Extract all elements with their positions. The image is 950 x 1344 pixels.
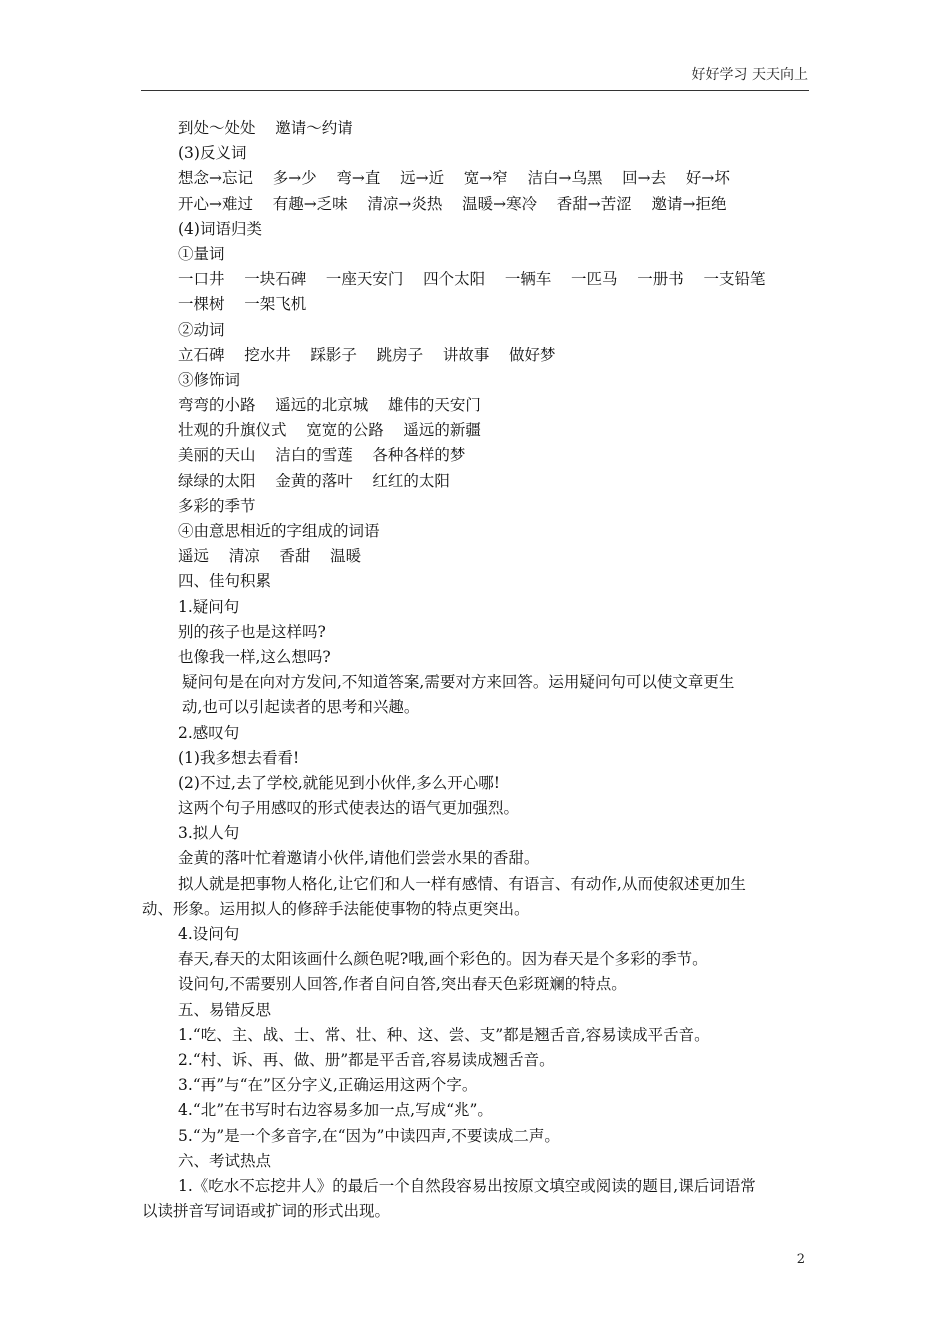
- text-line: 也像我一样,这么想吗?: [178, 647, 331, 666]
- section-heading: 四、佳句积累: [178, 572, 272, 591]
- text-line: 以读拼音写词语或扩词的形式出现。: [142, 1202, 391, 1221]
- subsection-heading: 1.疑问句: [178, 597, 240, 616]
- text-line: 多彩的季节: [178, 496, 256, 515]
- text-line: 绿绿的太阳 金黄的落叶 红红的太阳: [178, 471, 450, 490]
- text-line: 1.“吃、主、战、士、常、壮、种、这、尝、支”都是翘舌音,容易读成平舌音。: [178, 1025, 710, 1044]
- text-line: 动,也可以引起读者的思考和兴趣。: [182, 698, 420, 717]
- text-line: 1.《吃水不忘挖井人》的最后一个自然段容易出按原文填空或阅读的题目,课后词语常: [178, 1176, 756, 1195]
- text-line: (2)不过,去了学校,就能见到小伙伴,多么开心哪!: [178, 773, 500, 792]
- text-line: 疑问句是在向对方发问,不知道答案,需要对方来回答。运用疑问句可以使文章更生: [182, 673, 735, 692]
- text-line: 别的孩子也是这样吗?: [178, 622, 326, 641]
- text-line: 设问句,不需要别人回答,作者自问自答,突出春天色彩斑斓的特点。: [178, 975, 627, 994]
- section-heading: 五、易错反思: [178, 1000, 272, 1019]
- section-heading: 六、考试热点: [178, 1151, 272, 1170]
- subsection-heading: 2.感叹句: [178, 723, 240, 742]
- text-line: 美丽的天山 洁白的雪莲 各种各样的梦: [178, 446, 466, 465]
- text-line: 这两个句子用感叹的形式使表达的语气更加强烈。: [178, 799, 520, 818]
- text-line: 弯弯的小路 遥远的北京城 雄伟的天安门: [178, 396, 481, 415]
- document-body: [142, 116, 810, 1224]
- text-line: 5.“为”是一个多音字,在“因为”中读四声,不要读成二声。: [178, 1126, 560, 1145]
- text-line: 想念→忘记 多→少 弯→直 远→近 宽→窄 洁白→乌黑 回→去 好→坏: [178, 169, 730, 188]
- text-line: 拟人就是把事物人格化,让它们和人一样有感情、有语言、有动作,从而使叙述更加生: [178, 874, 746, 893]
- text-line: 立石碑 挖水井 踩影子 跳房子 讲故事 做好梦: [178, 345, 556, 364]
- text-line: 开心→难过 有趣→乏味 清凉→炎热 温暖→寒冷 香甜→苦涩 邀请→拒绝: [178, 194, 727, 213]
- text-line: 一口井 一块石碑 一座天安门 四个太阳 一辆车 一匹马 一册书 一支铅笔: [178, 270, 766, 289]
- subsection-heading: ②动词: [178, 320, 225, 339]
- text-line: 一棵树 一架飞机: [178, 295, 307, 314]
- text-line: 4.“北”在书写时右边容易多加一点,写成“兆”。: [178, 1101, 493, 1120]
- subsection-heading: ④由意思相近的字组成的词语: [178, 522, 380, 540]
- section-heading: (4)词语归类: [178, 219, 262, 238]
- text-line: 金黄的落叶忙着邀请小伙伴,请他们尝尝水果的香甜。: [178, 849, 540, 868]
- text-line: 壮观的升旗仪式 宽宽的公路 遥远的新疆: [178, 421, 481, 440]
- section-heading: (3)反义词: [178, 144, 247, 163]
- subsection-heading: ③修饰词: [178, 370, 241, 389]
- text-line: 遥远 清凉 香甜 温暖: [178, 547, 362, 566]
- header-divider: [141, 90, 809, 91]
- text-line: 春天,春天的太阳该画什么颜色呢?哦,画个彩色的。因为春天是个多彩的季节。: [178, 950, 708, 969]
- text-line: 动、形象。运用拟人的修辞手法能使事物的特点更突出。: [142, 899, 530, 918]
- text-line: 2.“村、诉、再、做、册”都是平舌音,容易读成翘舌音。: [178, 1050, 555, 1069]
- text-line: 3.“再”与“在”区分字义,正确运用这两个字。: [178, 1076, 478, 1095]
- text-line: (1)我多想去看看!: [178, 748, 300, 767]
- page-number: 2: [796, 1252, 805, 1267]
- subsection-heading: 4.设问句: [178, 925, 240, 943]
- subsection-heading: 3.拟人句: [178, 824, 240, 843]
- text-line: 到处～处处 邀请～约请: [178, 119, 353, 137]
- page-header: 好好学习 天天向上: [691, 67, 808, 83]
- subsection-heading: ①量词: [178, 244, 225, 263]
